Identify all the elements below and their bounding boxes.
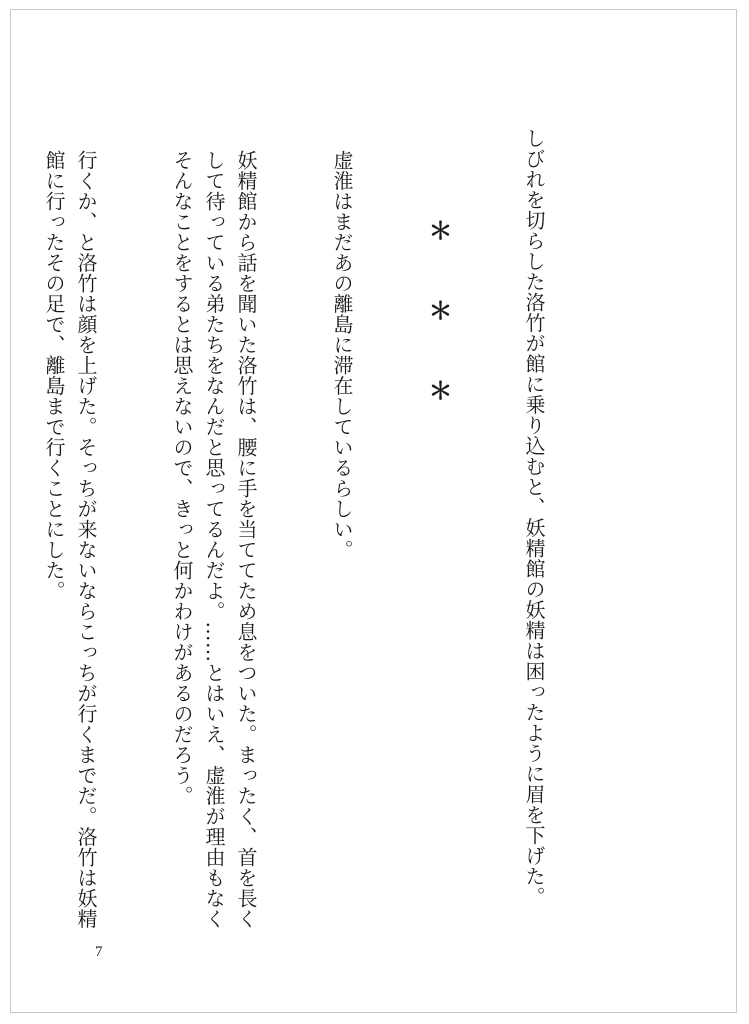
section-separator: ＊＊＊ bbox=[424, 218, 453, 458]
paragraph-4: 行くか、と洛竹は顔を上げた。そっちが来ないならこっちが行くまでだ。洛竹は妖精館に行ったその足で、離島まで行くことにした。 bbox=[42, 150, 98, 929]
paragraph-3: 妖精館から話を聞いた洛竹は、腰に手を当ててため息をついた。まったく、首を長くして待っている弟たちをなんだと思ってるんだよ。……とはいえ、虚淮が理由もなくそんなことをするとは思えないので、きっと何かわけがあるのだろう。 bbox=[170, 150, 258, 929]
body-text bbox=[42, 128, 614, 934]
paragraph-2: 虚淮はまだあの離島に滞在しているらしい。 bbox=[330, 150, 354, 560]
page-number: 7 bbox=[95, 944, 103, 960]
page-frame bbox=[10, 9, 737, 1013]
paragraph-1: しびれを切らした洛竹が館に乗り込むと、妖精館の妖精は困ったように眉を下げた。 bbox=[522, 128, 546, 907]
